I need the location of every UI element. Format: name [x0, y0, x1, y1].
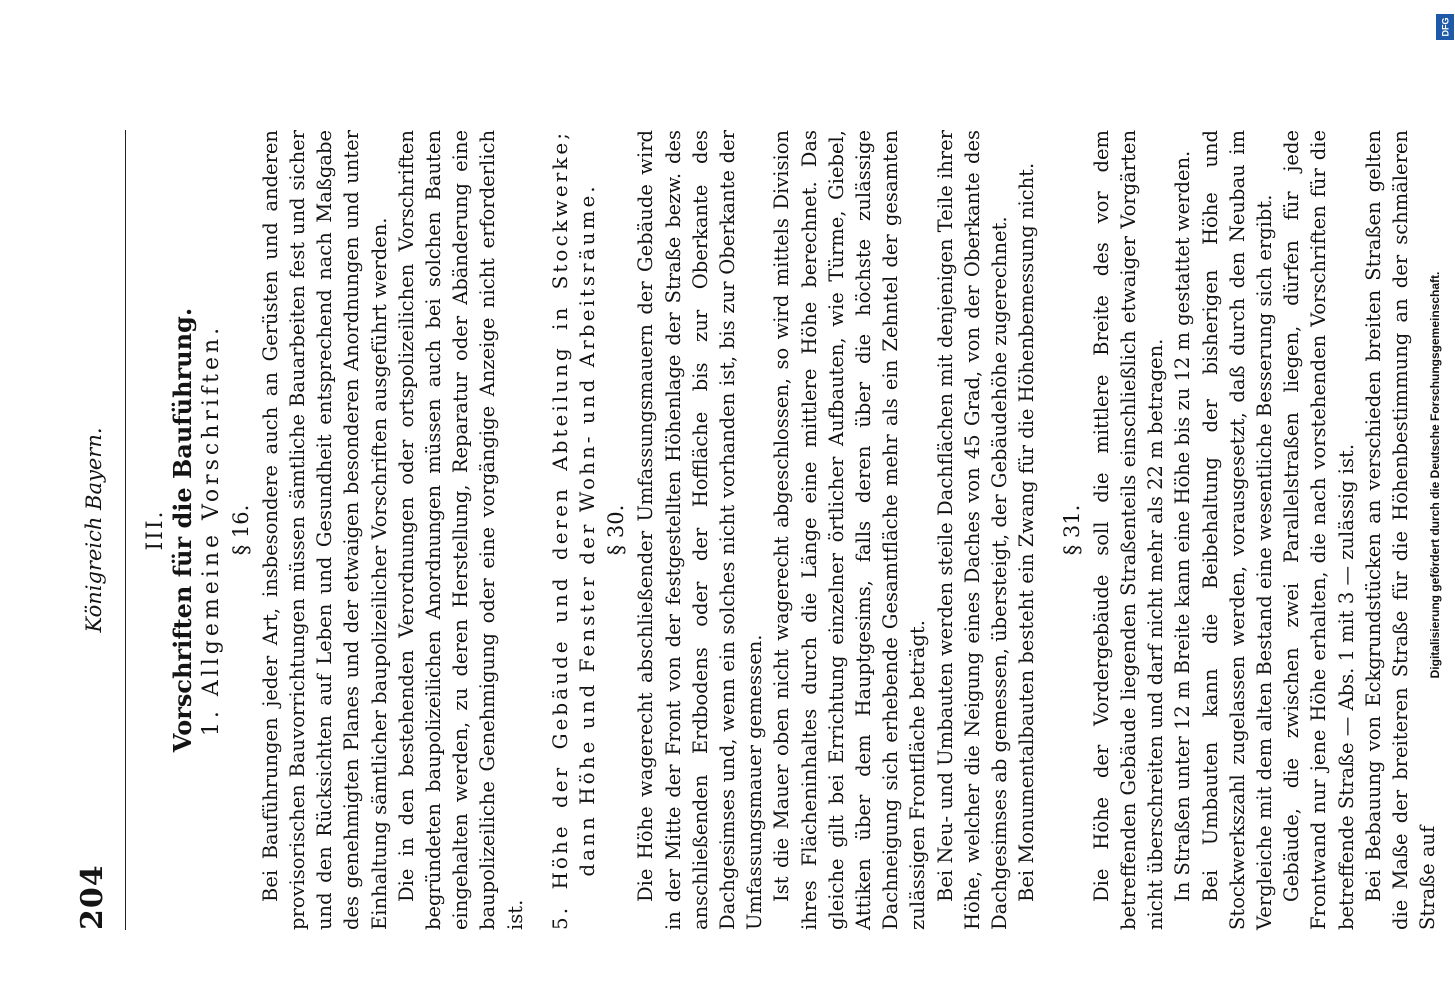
paragraph: Die in den bestehenden Verordnungen oder ortspolizeilichen Vorschriften begründeten baupolizeilichen Anordnungen müssen auch bei solchen Bauten eingehalten werden, zu deren Herstellung, Reparatur oder Abänderung eine baupolizeiliche Genehmigung oder eine vorgängige Anzeige nicht erforderlich ist.	[394, 130, 527, 930]
page-number: 204	[75, 864, 110, 930]
paragraph: Bei Bebauung von Eckgrundstücken an verschieden breiten Straßen gelten die Maße der breiteren Straße für die Höhenbestimmung an der schmäleren Straße auf	[1361, 130, 1440, 930]
digitization-note-text: Digitalisierung gefördert durch die Deutsche Forschungsgemeinschaft.	[1428, 271, 1442, 679]
header-rule	[125, 130, 126, 930]
page-body	[142, 130, 1441, 930]
dfg-logo-text: DFG	[1440, 17, 1450, 37]
paragraph: In Straßen unter 12 m Breite kann eine Höhe bis zu 12 m gestattet werden.	[1171, 150, 1195, 902]
paragraph: Bei Neu- und Umbauten werden steile Dachflächen mit denjenigen Teile ihrer Höhe, welcher die Neigung eines Daches von 45 Grad, von der Oberkante des Dachgesimses ab gemessen, übersteigt, der Gebäudehöhe zugerechnet.	[933, 130, 1012, 930]
section-group-title: 1. Allgemeine Vorschriften.	[199, 323, 225, 737]
subheading: 5. Höhe der Gebäude und deren Abteilung in Stockwerke; dann Höhe und Fenster der Wohn- und Arbeitsräume.	[547, 130, 600, 930]
part-title: Vorschriften für die Bauführung.	[168, 307, 198, 753]
paragraph: Ist die Mauer oben nicht wagerecht abgeschlossen, so wird mittels Division ihres Flächeninhaltes durch die Länge eine mittlere Höhe berechnet. Das gleiche gilt bei Errichtung einzelner örtlicher Aufbauten, wie Türme, Giebel, Attiken über dem Hauptgesims, falls deren über die höchste zulässige Dachneigung sich erhebende Gesamtfläche mehr als ein Zehntel der gesamten zulässigen Frontfläche beträgt.	[770, 130, 930, 930]
section-number: § 16.	[228, 504, 253, 556]
section-number: § 30.	[604, 504, 629, 556]
part-number: III.	[143, 509, 168, 551]
section-number: § 31.	[1059, 504, 1084, 556]
paragraph: Gebäude, die zwischen zwei Parallelstraßen liegen, dürfen für jede Frontwand nur jene Höhe erhalten, die nach vorstehenden Vorschriften für die betreffende Straße — Abs. 1 mit 3 — zulässig ist.	[1280, 130, 1358, 930]
running-head: Königreich Bayern.	[82, 427, 106, 633]
dfg-logo	[1436, 14, 1454, 40]
paragraph: Die Höhe wagerecht abschließender Umfassungsmauern der Gebäude wird in der Mitte der Front von der festgestellten Höhenlage der Straße bezw. des anschließenden Erdbodens oder der Hoffläche bis zur Oberkante des Dachgesimses und, wenn ein solches nicht vorhanden ist, bis zur Oberkante der Umfassungsmauer gemessen.	[634, 130, 767, 930]
digitization-note	[1428, 271, 1455, 679]
paragraph: Die Höhe der Vordergebäude soll die mittlere Breite des vor dem betreffenden Gebäude liegenden Straßenteils einschließlich etwaiger Vorgärten nicht überschreiten und darf nicht mehr als 22 m betragen.	[1089, 130, 1168, 930]
paragraph: Bei Umbauten kann die Beibehaltung der bisherigen Höhe und Stockwerkszahl zugelassen werden, vorausgesetzt, daß durch den Neubau im Vergleiche mit dem alten Bestand eine wesentliche Besserung sich ergibt.	[1198, 130, 1276, 930]
paragraph: Bei Bauführungen jeder Art, insbesondere auch an Gerüsten und anderen provisorischen Bauvorrichtungen müssen sämtliche Bauarbeiten fest und sicher und den Rücksichten auf Leben und Gesundheit entsprechend nach Maßgabe des genehmigten Planes und der etwaigen besonderen Anordnungen und unter Einhaltung sämtlicher baupolizeilicher Vorschriften ausgeführt werden.	[258, 130, 391, 930]
page-header	[60, 130, 120, 930]
paragraph: Bei Monumentalbauten besteht ein Zwang für die Höhenbemessung nicht.	[1015, 162, 1039, 902]
